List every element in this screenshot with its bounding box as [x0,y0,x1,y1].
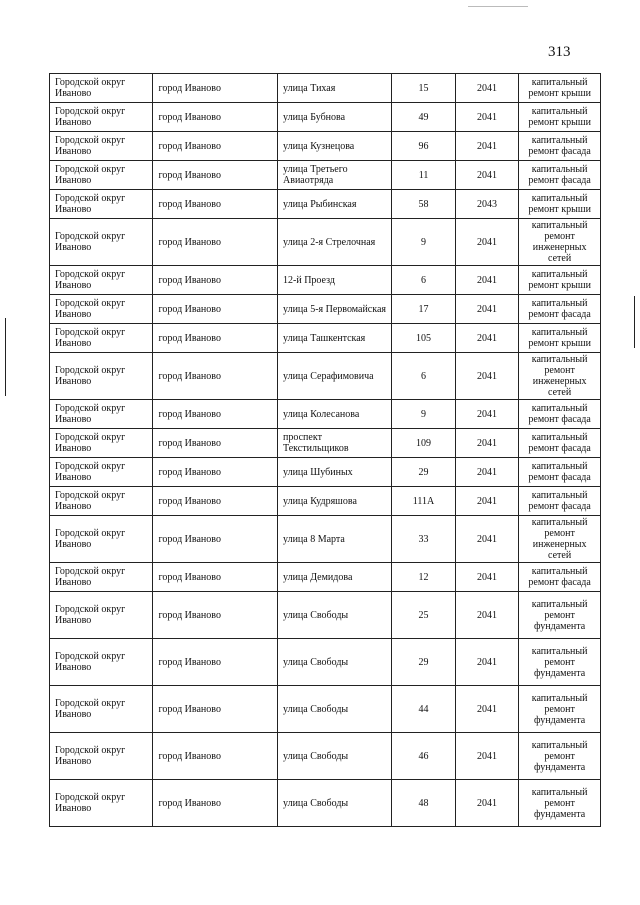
work-type-cell: капитальный ремонт фундамента [519,733,601,780]
district-cell: Городской округ Иваново [50,190,153,219]
district-cell: Городской округ Иваново [50,295,153,324]
street-cell: улица Свободы [278,639,392,686]
city-cell: город Иваново [152,639,277,686]
year-cell: 2041 [455,780,518,827]
table-row [50,103,601,132]
scan-artifact-left [5,318,6,396]
year-cell: 2041 [455,592,518,639]
year-cell: 2041 [455,733,518,780]
table-row [50,219,601,266]
district-cell: Городской округ Иваново [50,103,153,132]
table-row [50,324,601,353]
district-cell: Городской округ Иваново [50,161,153,190]
street-cell: улица 2-я Стрелочная [278,219,392,266]
house-number-cell: 11 [392,161,456,190]
table-row [50,74,601,103]
house-number-cell: 6 [392,353,456,400]
year-cell: 2041 [455,487,518,516]
work-type-cell: капитальный ремонт фундамента [519,592,601,639]
city-cell: город Иваново [152,686,277,733]
table-row [50,429,601,458]
work-type-cell: капитальный ремонт крыши [519,190,601,219]
table-row [50,458,601,487]
year-cell: 2041 [455,132,518,161]
street-cell: проспект Текстильщиков [278,429,392,458]
table-row [50,592,601,639]
year-cell: 2041 [455,295,518,324]
table-row [50,780,601,827]
table-row [50,132,601,161]
table-row [50,161,601,190]
year-cell: 2041 [455,353,518,400]
year-cell: 2041 [455,429,518,458]
year-cell: 2041 [455,458,518,487]
city-cell: город Иваново [152,780,277,827]
year-cell: 2041 [455,639,518,686]
work-type-cell: капитальный ремонт крыши [519,103,601,132]
street-cell: улица Шубиных [278,458,392,487]
year-cell: 2041 [455,516,518,563]
work-type-cell: капитальный ремонт фасада [519,458,601,487]
house-number-cell: 48 [392,780,456,827]
house-number-cell: 29 [392,639,456,686]
city-cell: город Иваново [152,516,277,563]
street-cell: улица Тихая [278,74,392,103]
work-type-cell: капитальный ремонт инженерных сетей [519,516,601,563]
city-cell: город Иваново [152,400,277,429]
street-cell: улица Свободы [278,780,392,827]
table-row [50,295,601,324]
year-cell: 2041 [455,400,518,429]
work-type-cell: капитальный ремонт фундамента [519,686,601,733]
year-cell: 2041 [455,103,518,132]
city-cell: город Иваново [152,161,277,190]
street-cell: улица Ташкентская [278,324,392,353]
year-cell: 2041 [455,563,518,592]
work-type-cell: капитальный ремонт фасада [519,429,601,458]
house-number-cell: 6 [392,266,456,295]
street-cell: улица Колесанова [278,400,392,429]
street-cell: улица 5-я Первомайская [278,295,392,324]
district-cell: Городской округ Иваново [50,780,153,827]
district-cell: Городской округ Иваново [50,592,153,639]
city-cell: город Иваново [152,103,277,132]
district-cell: Городской округ Иваново [50,733,153,780]
street-cell: улица Бубнова [278,103,392,132]
table-row [50,353,601,400]
district-cell: Городской округ Иваново [50,487,153,516]
work-type-cell: капитальный ремонт фасада [519,295,601,324]
house-number-cell: 111А [392,487,456,516]
table-row [50,400,601,429]
house-number-cell: 12 [392,563,456,592]
district-cell: Городской округ Иваново [50,563,153,592]
street-cell: улица Кузнецова [278,132,392,161]
street-cell: улица Серафимовича [278,353,392,400]
work-type-cell: капитальный ремонт фасада [519,487,601,516]
table-row [50,516,601,563]
work-type-cell: капитальный ремонт крыши [519,74,601,103]
table-row [50,487,601,516]
work-type-cell: капитальный ремонт фасада [519,400,601,429]
work-type-cell: капитальный ремонт инженерных сетей [519,353,601,400]
city-cell: город Иваново [152,458,277,487]
district-cell: Городской округ Иваново [50,266,153,295]
house-number-cell: 49 [392,103,456,132]
district-cell: Городской округ Иваново [50,132,153,161]
house-number-cell: 17 [392,295,456,324]
street-cell: улица Третьего Авиаотряда [278,161,392,190]
district-cell: Городской округ Иваново [50,353,153,400]
table-row [50,190,601,219]
city-cell: город Иваново [152,592,277,639]
year-cell: 2041 [455,161,518,190]
district-cell: Городской округ Иваново [50,429,153,458]
work-type-cell: капитальный ремонт фасада [519,132,601,161]
house-number-cell: 58 [392,190,456,219]
house-number-cell: 25 [392,592,456,639]
city-cell: город Иваново [152,324,277,353]
city-cell: город Иваново [152,353,277,400]
district-cell: Городской округ Иваново [50,686,153,733]
page-number: 313 [548,44,571,60]
work-type-cell: капитальный ремонт крыши [519,324,601,353]
year-cell: 2041 [455,219,518,266]
city-cell: город Иваново [152,295,277,324]
house-number-cell: 29 [392,458,456,487]
table-row [50,686,601,733]
city-cell: город Иваново [152,487,277,516]
street-cell: улица Демидова [278,563,392,592]
house-number-cell: 9 [392,400,456,429]
work-type-cell: капитальный ремонт фасада [519,563,601,592]
district-cell: Городской округ Иваново [50,400,153,429]
repair-schedule-table [49,73,601,827]
year-cell: 2043 [455,190,518,219]
house-number-cell: 9 [392,219,456,266]
city-cell: город Иваново [152,266,277,295]
house-number-cell: 96 [392,132,456,161]
table-row [50,733,601,780]
street-cell: улица Рыбинская [278,190,392,219]
house-number-cell: 44 [392,686,456,733]
street-cell: улица Свободы [278,733,392,780]
house-number-cell: 46 [392,733,456,780]
city-cell: город Иваново [152,74,277,103]
work-type-cell: капитальный ремонт инженерных сетей [519,219,601,266]
district-cell: Городской округ Иваново [50,458,153,487]
district-cell: Городской округ Иваново [50,74,153,103]
street-cell: улица Свободы [278,592,392,639]
city-cell: город Иваново [152,132,277,161]
street-cell: улица Свободы [278,686,392,733]
work-type-cell: капитальный ремонт крыши [519,266,601,295]
district-cell: Городской округ Иваново [50,639,153,686]
house-number-cell: 15 [392,74,456,103]
scan-artifact-right [634,296,635,348]
table-row [50,266,601,295]
city-cell: город Иваново [152,563,277,592]
house-number-cell: 33 [392,516,456,563]
year-cell: 2041 [455,686,518,733]
city-cell: город Иваново [152,219,277,266]
district-cell: Городской округ Иваново [50,516,153,563]
work-type-cell: капитальный ремонт фундамента [519,780,601,827]
year-cell: 2041 [455,324,518,353]
street-cell: улица Кудряшова [278,487,392,516]
work-type-cell: капитальный ремонт фундамента [519,639,601,686]
city-cell: город Иваново [152,190,277,219]
work-type-cell: капитальный ремонт фасада [519,161,601,190]
city-cell: город Иваново [152,733,277,780]
table-row [50,563,601,592]
house-number-cell: 109 [392,429,456,458]
table-row [50,639,601,686]
year-cell: 2041 [455,74,518,103]
street-cell: улица 8 Марта [278,516,392,563]
year-cell: 2041 [455,266,518,295]
district-cell: Городской округ Иваново [50,219,153,266]
street-cell: 12-й Проезд [278,266,392,295]
city-cell: город Иваново [152,429,277,458]
house-number-cell: 105 [392,324,456,353]
scan-artifact-top [468,6,528,7]
district-cell: Городской округ Иваново [50,324,153,353]
